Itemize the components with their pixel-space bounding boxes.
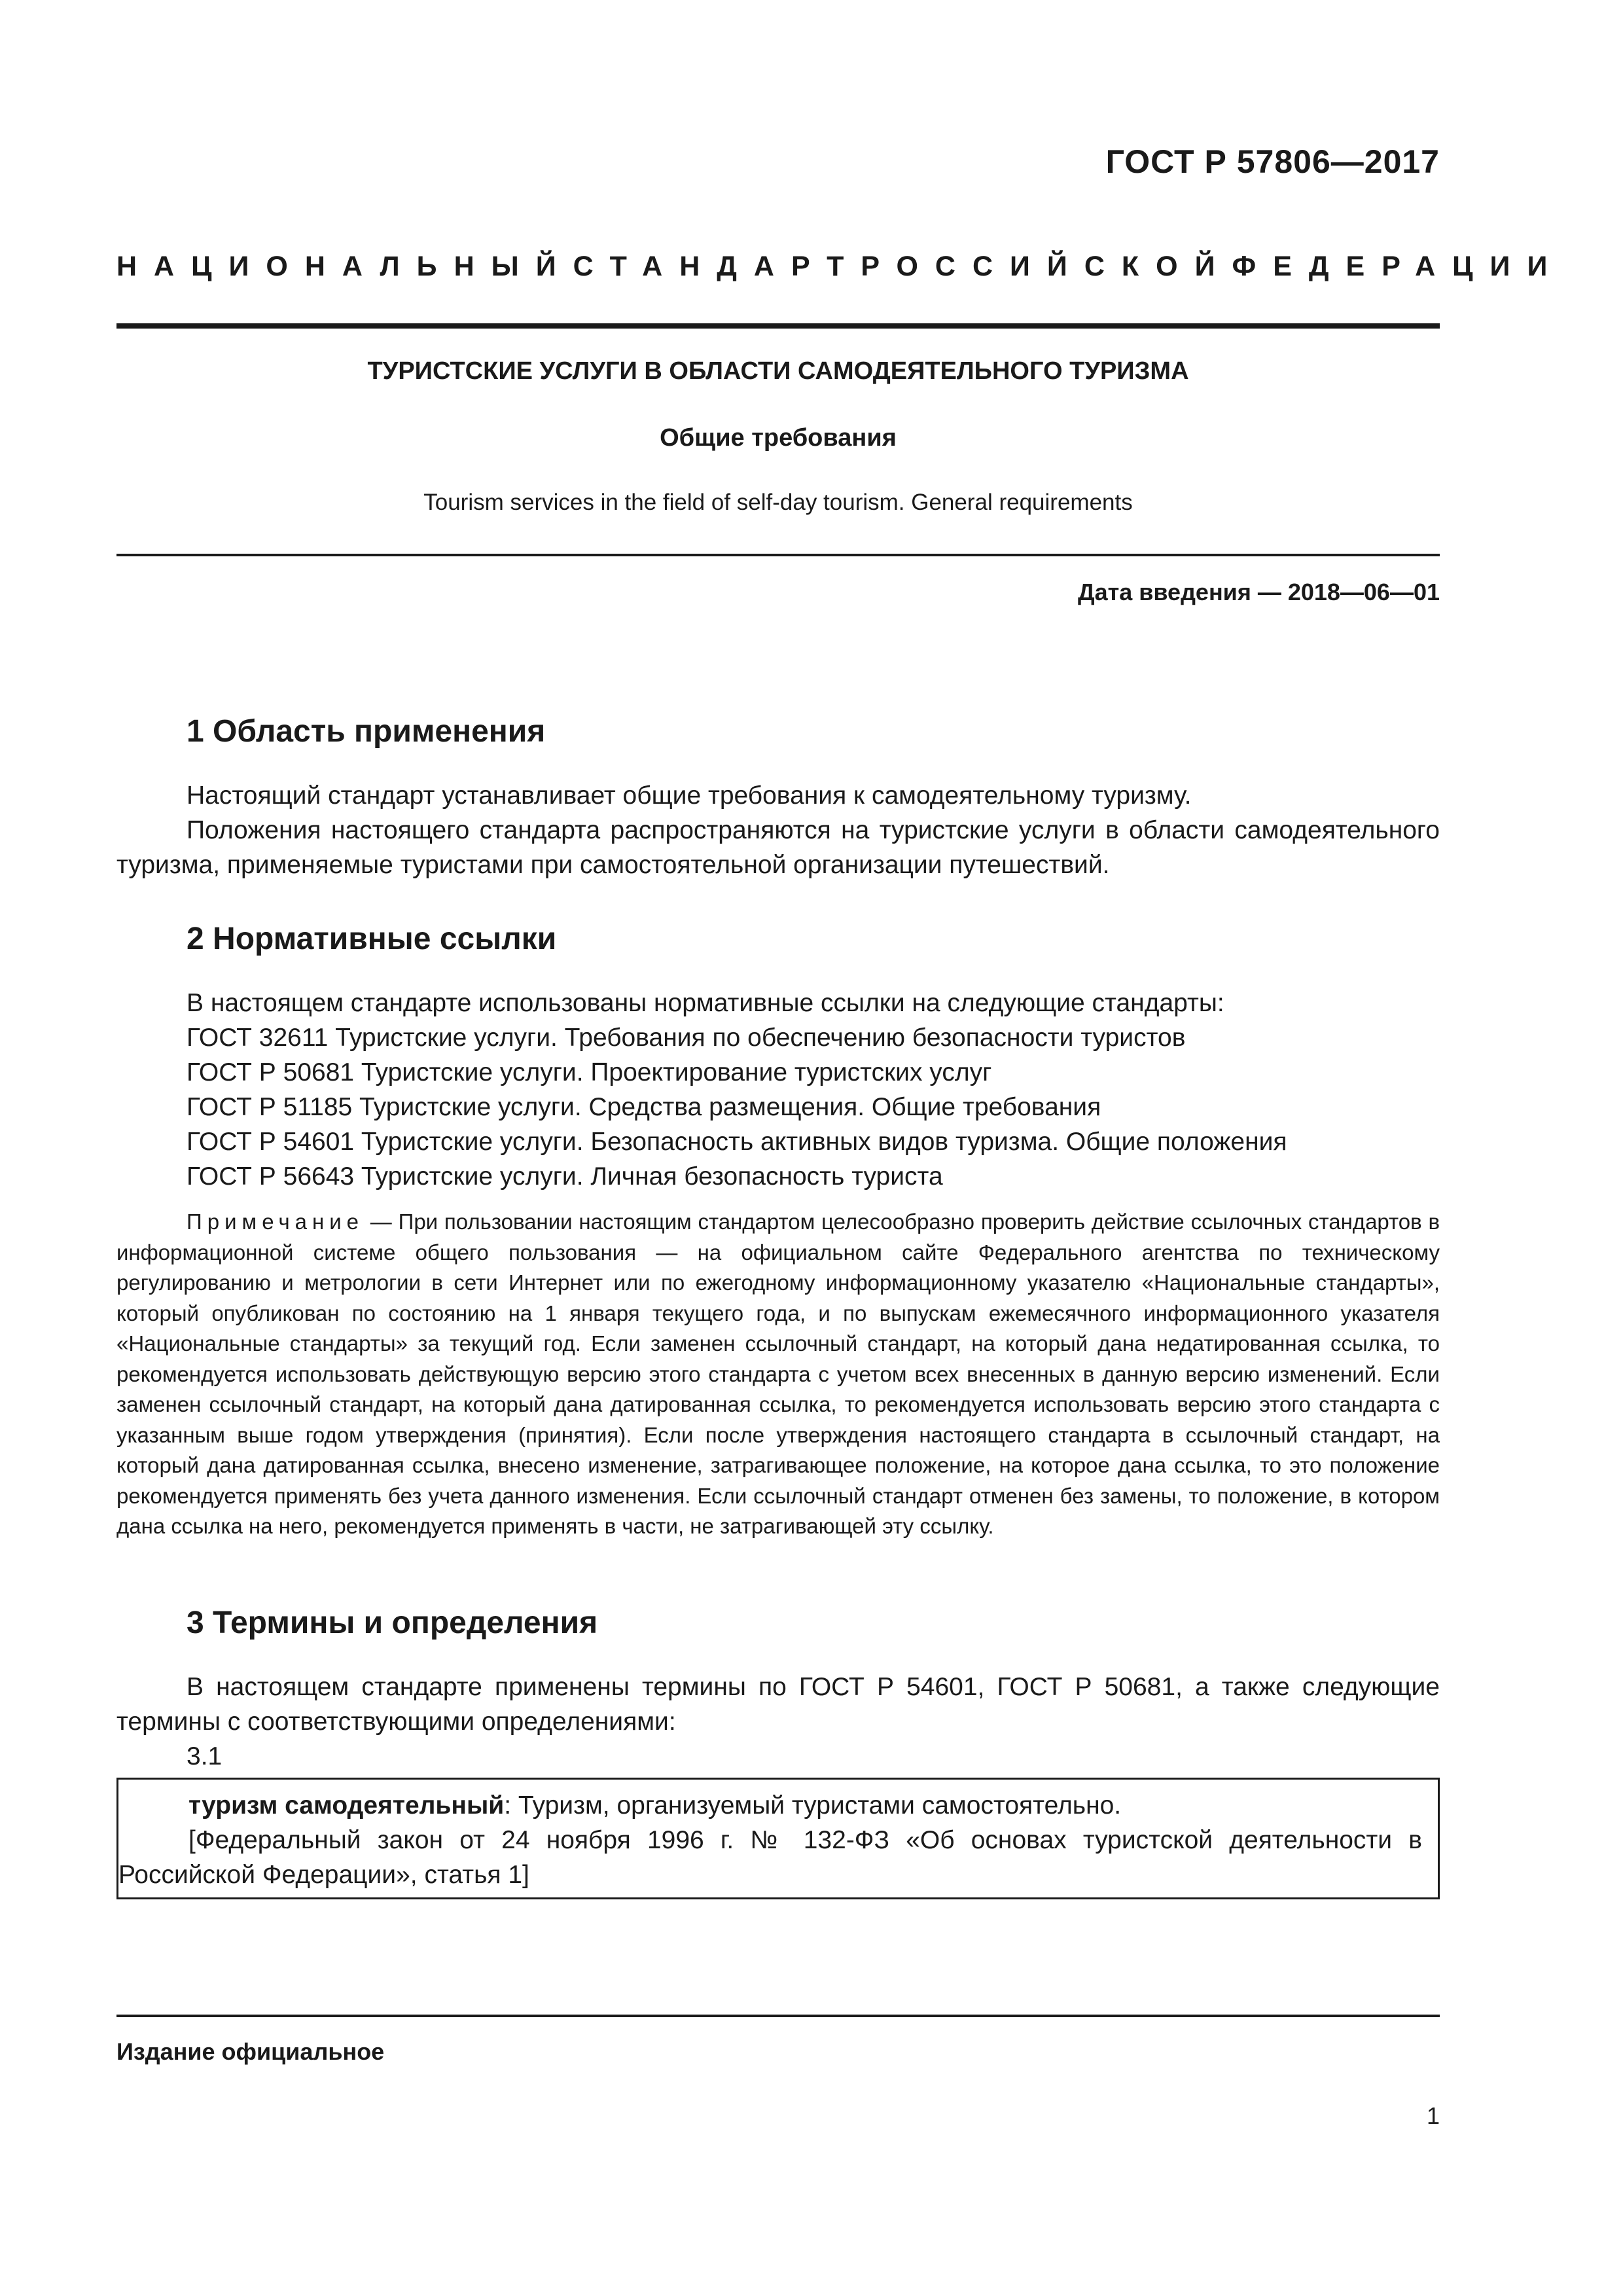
document-subtitle: Общие требования: [660, 424, 897, 452]
section-terms: [116, 1605, 1440, 1774]
national-word-1: НАЦИОНАЛЬНЫЙ: [116, 251, 573, 282]
term-number: 3.1: [187, 1742, 223, 1770]
section-1-paragraph-1: Настоящий стандарт устанавливает общие требования к самодеятельному туризму.: [187, 781, 1192, 810]
national-word-2: СТАНДАРТ: [573, 251, 861, 282]
reference-list: [116, 1020, 1440, 1194]
section-2-heading: 2 Нормативные ссылки: [187, 922, 557, 956]
official-edition-label: Издание официальное: [116, 2038, 385, 2065]
reference-note: [116, 1207, 1440, 1542]
national-word-3: РОССИЙСКОЙ: [861, 251, 1232, 282]
section-1-heading: 1 Область применения: [187, 714, 546, 749]
section-3-heading: 3 Термины и определения: [187, 1605, 598, 1640]
reference-item: ГОСТ Р 50681 Туристские услуги. Проектирование туристских услуг: [187, 1058, 992, 1086]
document-code: ГОСТ Р 57806—2017: [1105, 143, 1440, 180]
document-page: [116, 0, 1565, 2296]
reference-item: ГОСТ Р 51185 Туристские услуги. Средства размещения. Общие требования: [187, 1093, 1101, 1121]
reference-item: ГОСТ Р 54601 Туристские услуги. Безопасность активных видов туризма. Общие положения: [187, 1128, 1287, 1156]
note-label: Примечание: [187, 1210, 365, 1234]
footer-divider: [116, 2015, 1440, 2017]
national-word-4: ФЕДЕРАЦИИ: [1232, 251, 1565, 282]
section-scope: [116, 713, 1440, 882]
section-3-intro: В настоящем стандарте применены термины по ГОСТ Р 54601, ГОСТ Р 50681, а также следующие термины с соответствующими определениями:: [116, 1673, 1440, 1736]
reference-item: ГОСТ 32611 Туристские услуги. Требования по обеспечению безопасности туристов: [187, 1024, 1186, 1052]
document-title: ТУРИСТСКИЕ УСЛУГИ В ОБЛАСТИ САМОДЕЯТЕЛЬНОГО ТУРИЗМА: [367, 357, 1189, 385]
note-text: — При пользовании настоящим стандартом целесообразно проверить действие ссылочных стандартов в информационной системе общего пользования — на официальном сайте Федерального агентства по техническому регулированию и метрологии в сети Интернет или по ежегодному информационному указателю «Национальные стандарты», который опубликован по состоянию на 1 января текущего года, и по выпускам ежемесячного информационного указателя «Национальные стандарты» за текущий год. Если заменен ссылочный стандарт, на который дана недатированная ссылка, то рекомендуется использовать действующую версию этого стандарта с учетом всех внесенных в данную версию изменений. Если заменен ссылочный стандарт, на который дана датированная ссылка, то рекомендуется использовать версию этого стандарта с указанным выше годом утверждения (принятия). Если после утверждения настоящего стандарта в ссылочный стандарт, на который дана датированная ссылка, внесено изменение, затрагивающее положение, на которое дана ссылка, то это положение рекомендуется применять без учета данного изменения. Если ссылочный стандарт отменен без замены, то положение, в котором дана ссылка на него, рекомендуется применять в части, не затрагивающей эту ссылку.: [116, 1210, 1440, 1538]
introduction-date: Дата введения — 2018—06—01: [1077, 579, 1440, 605]
reference-item: ГОСТ Р 56643 Туристские услуги. Личная безопасность туриста: [187, 1162, 943, 1191]
header-divider-thick: [116, 323, 1440, 329]
section-1-paragraph-2: Положения настоящего стандарта распространяются на туристские услуги в области самодеятельного туризма, применяемые туристами при самостоятельной организации путешествий.: [116, 816, 1440, 879]
term-definition: [118, 1788, 1422, 1823]
term-name: туризм самодеятельный: [188, 1791, 505, 1820]
english-title: Tourism services in the field of self-day tourism. General requirements: [423, 490, 1133, 515]
section-normative-references: [116, 921, 1440, 1542]
national-standard-heading: [116, 251, 1565, 283]
title-divider: [116, 554, 1440, 556]
term-definition-box: [116, 1778, 1440, 1899]
section-2-intro: В настоящем стандарте использованы нормативные ссылки на следующие стандарты:: [187, 989, 1224, 1017]
page-number: 1: [1426, 2102, 1440, 2129]
term-definition-text: : Туризм, организуемый туристами самостоятельно.: [504, 1791, 1122, 1820]
term-source: [Федеральный закон от 24 ноября 1996 г. № 132-ФЗ «Об основах туристской деятельности в Российской Федерации», статья 1]: [118, 1826, 1422, 1889]
